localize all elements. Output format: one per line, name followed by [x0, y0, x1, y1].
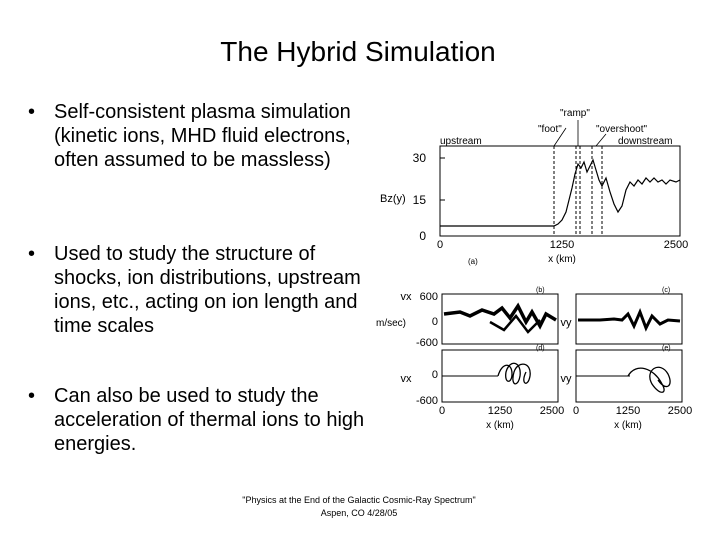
footer-line: "Physics at the End of the Galactic Cosmic-Ray Spectrum" — [242, 495, 476, 505]
xtick-2500: 2500 — [667, 405, 693, 417]
bullet-dot: • — [28, 385, 36, 407]
xtick-0: 0 — [438, 405, 446, 417]
panel-tag-b: (b) — [536, 287, 545, 294]
simulation-figure — [370, 100, 700, 440]
xtick-0: 0 — [572, 405, 580, 417]
bullet-dot: • — [28, 243, 36, 265]
bullet-dot: • — [28, 101, 36, 123]
downstream-label: downstream — [618, 136, 673, 147]
xtick-1250: 1250 — [615, 405, 641, 417]
panel-b-frame — [442, 294, 558, 344]
panel-tag-c: (c) — [662, 287, 671, 294]
panel-d-gyration-orbit — [498, 363, 530, 384]
bz-xlabel: x (km) — [548, 254, 576, 265]
slide-footer — [200, 494, 518, 520]
panel-c-ion-trace — [578, 312, 680, 328]
overshoot-label: "overshoot" — [596, 124, 648, 135]
panel-b-ion-trace — [444, 306, 556, 326]
panel-b-ion-trace — [490, 316, 540, 332]
xtick-1250: 1250 — [487, 405, 513, 417]
ramp-label: "ramp" — [560, 108, 590, 119]
bz-profile-curve — [440, 160, 680, 226]
footer-line: Aspen, CO 4/28/05 — [320, 508, 398, 518]
bullet-text: Self-consistent plasma simulation (kinetic ions, MHD fluid electrons, often assumed to be massless) — [54, 101, 351, 171]
xlabel: x (km) — [614, 420, 642, 431]
ytick-600: 600 — [419, 291, 438, 303]
panel-tag-d: (d) — [536, 345, 545, 352]
ytick-0: 0 — [431, 369, 438, 381]
panel-tag-e: (e) — [662, 345, 671, 352]
ytick-15: 15 — [412, 193, 426, 207]
overshoot-arrow — [596, 134, 606, 146]
ytick-0: 0 — [419, 229, 426, 243]
bullet-text: Used to study the structure of shocks, ion distributions, upstream ions, etc., acting on ion length and time scales — [54, 243, 361, 337]
bz-ylabel: Bz(y) — [380, 193, 406, 205]
bullet-text: Can also be used to study the acceleration of thermal ions to high energies. — [54, 385, 365, 455]
ytick-neg600: -600 — [415, 337, 438, 349]
ytick-30: 30 — [412, 151, 426, 165]
panel-tag-a: (a) — [468, 257, 478, 266]
ytick-0: 0 — [431, 316, 438, 328]
xlabel: x (km) — [486, 420, 514, 431]
bz-panel — [380, 108, 688, 266]
upstream-label: upstream — [440, 136, 482, 147]
ytick-neg600: -600 — [415, 395, 438, 407]
panel-e-gyration-orbit — [628, 367, 670, 392]
vx-label: vx — [400, 291, 412, 303]
vy-label: vy — [560, 317, 572, 329]
xtick-2500: 2500 — [539, 405, 565, 417]
xtick-0: 0 — [436, 239, 444, 251]
units-label: m/sec) — [376, 318, 406, 329]
velocity-panels — [376, 287, 692, 431]
vy-label: vy — [560, 373, 572, 385]
xtick-1250: 1250 — [549, 239, 575, 251]
foot-label: "foot" — [538, 124, 562, 135]
xtick-2500: 2500 — [663, 239, 689, 251]
slide-title: The Hybrid Simulation — [220, 36, 496, 67]
vx-label: vx — [400, 373, 412, 385]
